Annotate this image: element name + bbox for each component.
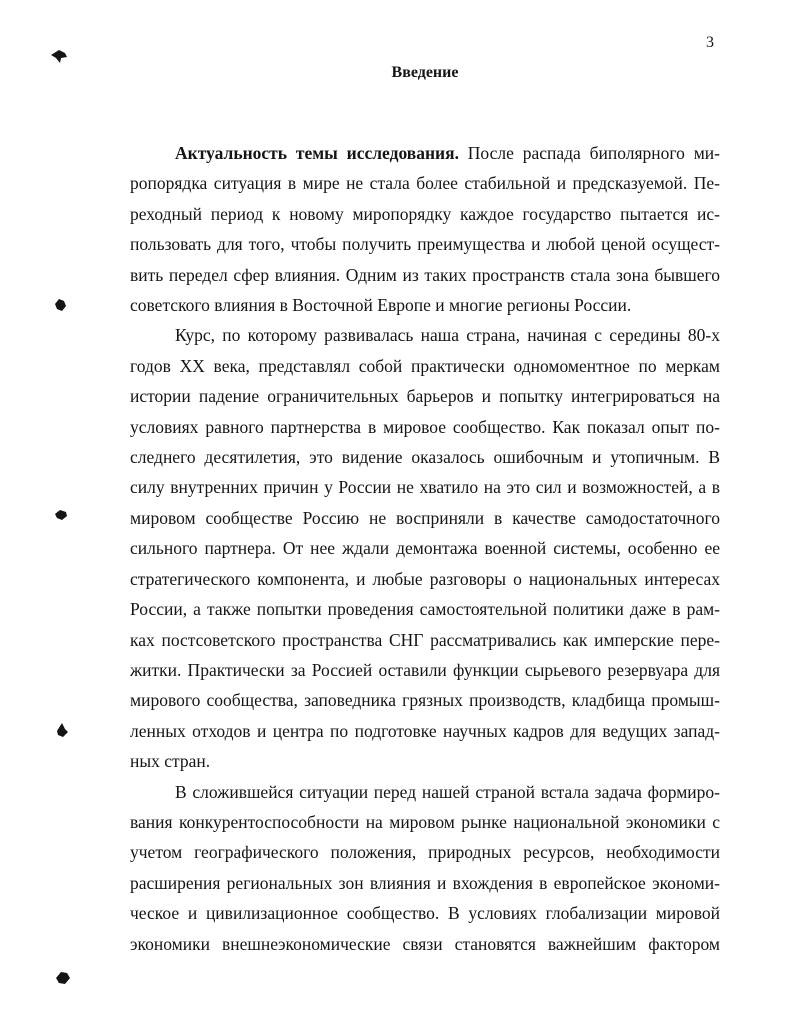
text-line: ленных отходов и центра по подготовке научных кадров для ведущих запад-: [130, 720, 720, 741]
text-line: ческое и цивилизационное сообщество. В условиях глобализации мировой: [130, 903, 720, 924]
page-number: 3: [706, 34, 714, 51]
text-line: сильного партнера. От нее ждали демонтажа военной системы, особенно ее: [130, 538, 720, 559]
text-line: советского влияния в Восточной Европе и многие регионы России.: [130, 295, 632, 316]
text-line: мирового сообщества, заповедника грязных производств, кладбища промыш-: [130, 690, 720, 711]
text-line: ных стран.: [130, 751, 211, 772]
punch-hole-mark: [50, 48, 68, 64]
text-line: ропорядка ситуация в мире не стала более стабильной и предсказуемой. Пе-: [130, 173, 720, 194]
text-line: условиях равного партнерства в мировое сообщество. Как показал опыт по-: [130, 416, 720, 437]
text-line: реходный период к новому миропорядку каждое государство пытается ис-: [130, 203, 720, 224]
text-line: вания конкурентоспособности на мировом рынке национальной экономики с: [130, 811, 720, 832]
text-line: стратегического компонента, и любые разговоры о национальных интересах: [130, 568, 720, 589]
paragraph-2: [130, 320, 720, 776]
lead-phrase: Актуальность темы исследования.: [175, 143, 459, 163]
text-line: Курс, по которому развивалась наша страна, начиная с середины 80-х: [175, 325, 720, 346]
section-title: Введение: [391, 64, 459, 81]
text-line: В сложившейся ситуации перед нашей страной встала задача формиро-: [175, 781, 720, 802]
text-line: [130, 138, 720, 168]
text-line: житки. Практически за Россией оставили функции сырьевого резервуара для: [130, 659, 720, 680]
text-line: расширения региональных зон влияния и вхождения в европейское экономи-: [130, 872, 720, 893]
text-line: годов XX века, представлял собой практически одномоментное по меркам: [130, 355, 720, 376]
punch-hole-mark: [55, 971, 71, 985]
text-line: экономики внешнеэкономические связи становятся важнейшим фактором: [130, 933, 720, 954]
text-line: вить передел сфер влияния. Одним из таких пространств стала зона бывшего: [130, 264, 720, 285]
paragraph-1: [130, 138, 720, 320]
body-text: [130, 138, 720, 959]
punch-hole-mark: [55, 722, 69, 738]
text-line: пользовать для того, чтобы получить преимущества и любой ценой осущест-: [130, 234, 720, 255]
text-line: истории падение ограничительных барьеров и попытку интегрироваться на: [130, 386, 720, 407]
text-line: ках постсоветского пространства СНГ рассматривались как имперские пере-: [130, 629, 720, 650]
text-line: учетом географического положения, природных ресурсов, необходимости: [130, 842, 720, 863]
text-line-segment: После распада биполярного ми-: [458, 143, 720, 163]
text-line: силу внутренних причин у России не хватило на это сил и возможностей, а в: [130, 477, 720, 498]
paragraph-3: [130, 777, 720, 959]
text-line: следнего десятилетия, это видение оказалось ошибочным и утопичным. В: [130, 447, 720, 468]
text-line: мировом сообществе Россию не восприняли в качестве самодостаточного: [130, 507, 720, 528]
punch-hole-mark: [53, 298, 67, 312]
text-line: России, а также попытки проведения самостоятельной политики даже в рам-: [130, 599, 720, 620]
punch-hole-mark: [54, 509, 68, 521]
